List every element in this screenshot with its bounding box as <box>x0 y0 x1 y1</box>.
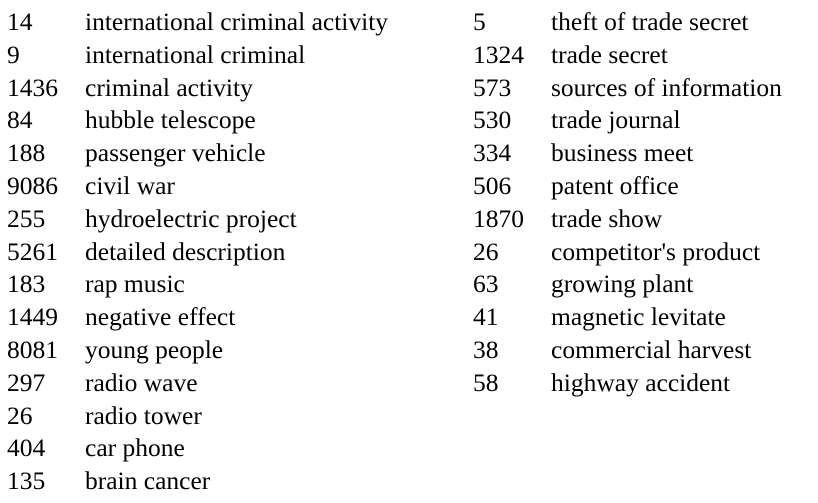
term-phrase: car phone <box>85 433 185 463</box>
term-count: 8081 <box>7 334 58 364</box>
term-count: 9086 <box>7 170 58 200</box>
term-phrase: brain cancer <box>85 466 211 496</box>
term-phrase: passenger vehicle <box>85 138 266 168</box>
term-phrase: radio tower <box>85 400 202 430</box>
term-phrase: young people <box>85 334 224 364</box>
term-count: 5261 <box>7 236 58 266</box>
term-phrase: competitor's product <box>551 236 761 266</box>
term-row <box>473 334 782 367</box>
term-count: 404 <box>7 433 46 463</box>
term-phrase: criminal activity <box>85 72 253 102</box>
term-row <box>473 301 782 334</box>
term-row <box>7 268 388 301</box>
term-phrase: rap music <box>85 269 185 299</box>
term-phrase: negative effect <box>85 302 236 332</box>
term-phrase: detailed description <box>85 236 286 266</box>
term-row <box>473 268 782 301</box>
term-row <box>473 170 782 203</box>
term-count: 530 <box>473 105 512 135</box>
term-count: 58 <box>473 367 499 397</box>
term-phrase: trade secret <box>551 39 668 69</box>
term-row <box>7 137 388 170</box>
term-phrase: international criminal <box>85 39 306 69</box>
term-phrase: trade show <box>551 203 663 233</box>
term-row <box>7 465 388 498</box>
term-phrase: radio wave <box>85 367 198 397</box>
term-count: 26 <box>473 236 499 266</box>
term-phrase: civil war <box>85 170 175 200</box>
term-phrase: growing plant <box>551 269 694 299</box>
term-row <box>7 301 388 334</box>
term-count: 63 <box>473 269 499 299</box>
term-phrase: theft of trade secret <box>551 7 749 36</box>
term-row <box>473 6 782 39</box>
term-phrase: hubble telescope <box>85 105 256 135</box>
term-count: 1449 <box>7 302 58 332</box>
term-row <box>7 6 388 39</box>
term-row <box>473 39 782 72</box>
term-row <box>7 72 388 105</box>
term-phrase: sources of information <box>551 72 782 102</box>
term-row <box>7 334 388 367</box>
term-phrase: patent office <box>551 170 679 200</box>
term-count: 183 <box>7 269 46 299</box>
term-phrase: business meet <box>551 138 694 168</box>
term-count: 9 <box>7 39 20 69</box>
term-phrase: international criminal activity <box>85 7 389 36</box>
term-count: 1436 <box>7 72 58 102</box>
term-row <box>7 170 388 203</box>
term-count: 26 <box>7 400 33 430</box>
term-row <box>7 236 388 269</box>
left-term-list <box>7 6 388 498</box>
right-term-list <box>473 6 782 400</box>
term-count: 38 <box>473 334 499 364</box>
term-count: 297 <box>7 367 46 397</box>
term-count: 41 <box>473 302 499 332</box>
term-row <box>7 39 388 72</box>
term-count: 1324 <box>473 39 524 69</box>
term-row <box>473 72 782 105</box>
term-row <box>7 432 388 465</box>
term-count: 5 <box>473 7 486 36</box>
term-row <box>7 203 388 236</box>
term-phrase: highway accident <box>551 367 731 397</box>
term-count: 188 <box>7 138 46 168</box>
term-count: 573 <box>473 72 512 102</box>
term-count: 1870 <box>473 203 524 233</box>
term-row <box>473 236 782 269</box>
term-row <box>473 104 782 137</box>
term-phrase: magnetic levitate <box>551 302 726 332</box>
term-row <box>7 104 388 137</box>
term-row <box>473 203 782 236</box>
term-count: 506 <box>473 170 512 200</box>
term-count: 14 <box>7 7 33 36</box>
term-row <box>473 137 782 170</box>
term-count: 334 <box>473 138 512 168</box>
term-count: 84 <box>7 105 33 135</box>
term-phrase: commercial harvest <box>551 334 752 364</box>
term-phrase: trade journal <box>551 105 681 135</box>
term-count: 135 <box>7 466 46 496</box>
term-phrase: hydroelectric project <box>85 203 297 233</box>
term-row <box>473 367 782 400</box>
term-row <box>7 367 388 400</box>
term-row <box>7 400 388 433</box>
term-count: 255 <box>7 203 46 233</box>
